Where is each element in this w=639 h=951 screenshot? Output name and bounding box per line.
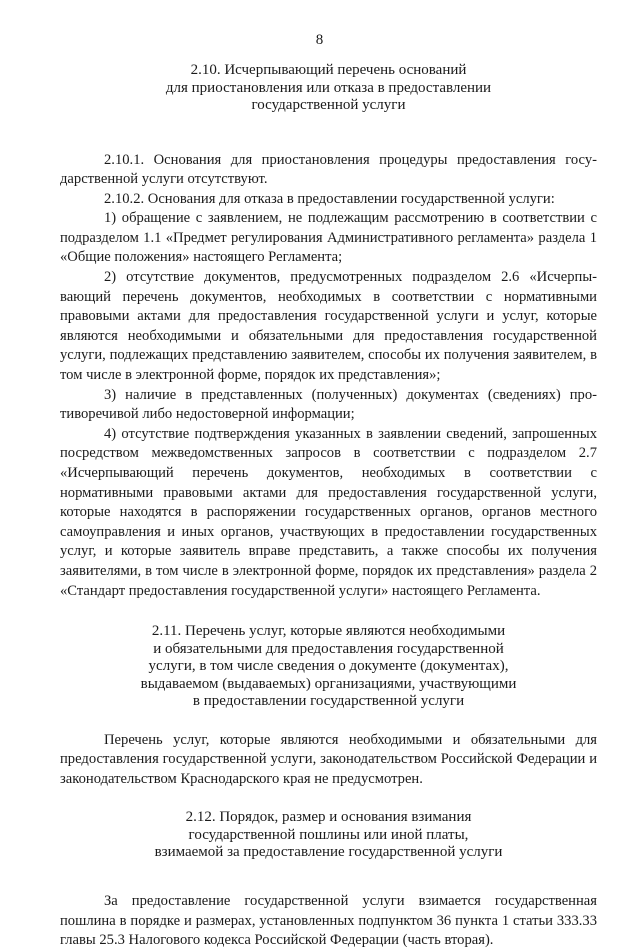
section-heading-2-12 xyxy=(60,809,597,862)
list-item-4: 4) отсутствие подтверждения указанных в заявлении сведений, запрошенных посредством межведомственных запросов в соответствии с подразделом 2.7 «Исчерпывающий перечень документов, необходимых в соответствии с нормативными правовыми актами для предоставления государственной услуги, которые находятся в распоряжении государственных органов, органов местного самоуправления и иных органов, участвующих в предоставлении государственных услуг, и которые заявитель вправе представить, а также способы их получения заявителями, в том числе в электронной форме, порядок их представления» раздела 2 «Стандарт предоставления государственной услуги» настоящего Регламента. xyxy=(60,425,597,599)
heading-line: взимаемой за предоставление государственной услуги xyxy=(154,844,503,861)
heading-line: государственной услуги xyxy=(251,97,406,113)
heading-line: 2.11. Перечень услуг, которые являются необходимыми xyxy=(151,623,506,640)
heading-line: 2.12. Порядок, размер и основания взимания xyxy=(185,809,472,826)
heading-line: в предоставлении государственной услуги xyxy=(192,693,465,710)
list-item-1: 1) обращение с заявлением, не подлежащим рассмотрению в соответствии с подразделом 1.1 «Предмет регулирования Административного регламента» раздела 1 «Общие положения» настоящего Регламента; xyxy=(60,210,597,266)
paragraph-2-10-1: 2.10.1. Основания для приостановления процедуры предоставления государственной услуги отсутствуют. xyxy=(60,151,597,188)
paragraph-2-11: Перечень услуг, которые являются необходимыми и обязательными для предоставления государственной услуги, законодательством Российской Федерации и законодательством Краснодарского края не предусмотрен. xyxy=(60,731,597,787)
list-item-3: 3) наличие в представленных (полученных) документах (сведениях) противоречивой либо недостоверной информации; xyxy=(60,386,597,423)
paragraph-2-10-2: 2.10.2. Основания для отказа в предоставлении государственной услуги: xyxy=(104,190,555,207)
document-body xyxy=(60,62,597,951)
heading-line: и обязательными для предоставления государственной xyxy=(153,640,504,657)
heading-line: государственной пошлины или иной платы, xyxy=(188,826,469,843)
heading-line: для приостановления или отказа в предоставлении xyxy=(165,79,492,96)
page-number: 8 xyxy=(315,32,324,48)
heading-line: услуги, в том числе сведения о документе (документах), xyxy=(148,658,509,675)
heading-line: 2.10. Исчерпывающий перечень оснований xyxy=(190,62,467,78)
list-item-2: 2) отсутствие документов, предусмотренных подразделом 2.6 «Исчерпывающий перечень документов, необходимых в соответствии с нормативными правовыми актами для предоставления государственной услуги и услуг, которые являются необходимыми и обязательными для предоставления государственной услуги, подлежащих представлению заявителем, способы их получения заявителем, в том числе в электронной форме, порядок их представления»; xyxy=(60,269,597,384)
section-heading-2-11 xyxy=(60,623,597,711)
section-heading-2-10 xyxy=(60,62,597,115)
heading-line: выдаваемом (выдаваемых) организациями, участвующими xyxy=(140,675,517,692)
paragraph-2-12: За предоставление государственной услуги взимается государственная пошлина в порядке и размерах, установленных подпунктом 36 пункта 1 статьи 333.33 главы 25.3 Налогового кодекса Российской Федерации (часть вторая). xyxy=(60,892,597,949)
